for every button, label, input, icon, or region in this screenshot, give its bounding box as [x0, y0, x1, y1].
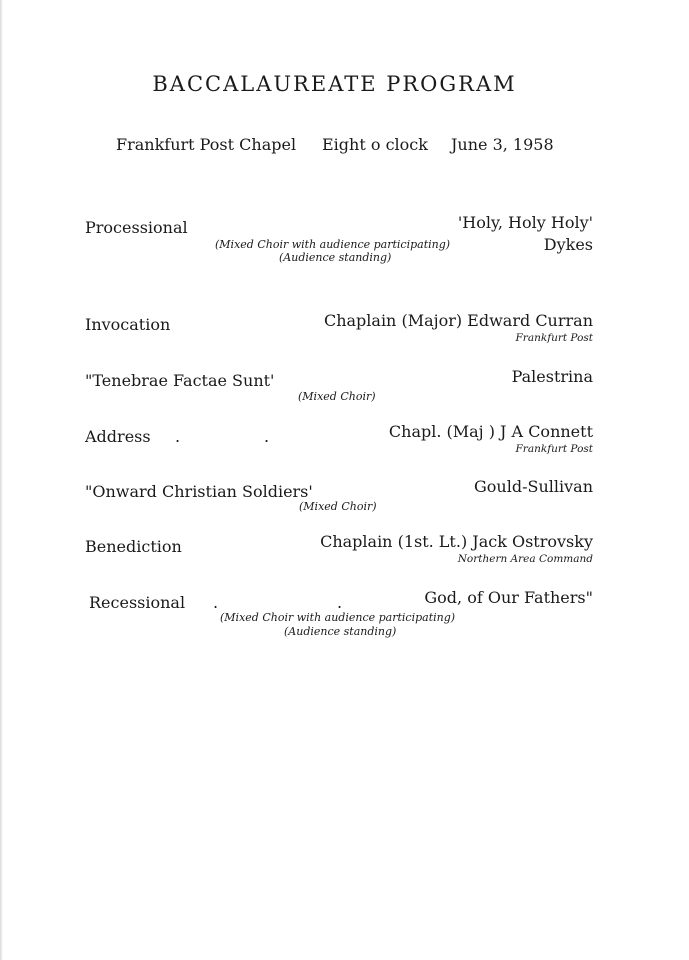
recessional-label: Recessional	[89, 593, 186, 612]
address-label: Address	[85, 427, 151, 446]
tenebrae-note: (Mixed Choir)	[298, 390, 376, 403]
time-text: Eight o clock	[322, 135, 428, 154]
page-title: BACCALAUREATE PROGRAM	[152, 72, 517, 96]
invocation-affiliation: Frankfurt Post	[515, 332, 593, 344]
date-text: June 3, 1958	[451, 135, 554, 154]
processional-title: 'Holy, Holy Holy'	[457, 213, 593, 232]
benediction-label: Benediction	[85, 537, 182, 556]
recessional-note-standing: (Audience standing)	[284, 625, 397, 638]
processional-note-choir: (Mixed Choir with audience participating)	[215, 238, 451, 251]
page-edge-shadow	[0, 0, 3, 960]
invocation-label: Invocation	[85, 315, 171, 334]
invocation-speaker: Chaplain (Major) Edward Curran	[323, 311, 593, 330]
onward-note: (Mixed Choir)	[299, 500, 377, 513]
address-affiliation: Frankfurt Post	[515, 443, 593, 455]
address-dot: .	[175, 427, 181, 446]
address-speaker: Chapl. (Maj ) J A Connett	[388, 422, 593, 441]
address-dot: .	[264, 427, 270, 446]
recessional-note-choir: (Mixed Choir with audience participating)	[220, 611, 456, 624]
tenebrae-composer: Palestrina	[511, 367, 593, 386]
benediction-affiliation: Northern Area Command	[457, 553, 593, 565]
tenebrae-label: "Tenebrae Factae Sunt'	[85, 371, 275, 390]
recessional-dot: .	[337, 593, 343, 612]
processional-label: Processional	[85, 218, 188, 237]
processional-composer: Dykes	[543, 235, 593, 254]
benediction-speaker: Chaplain (1st. Lt.) Jack Ostrovsky	[320, 532, 593, 551]
location-text: Frankfurt Post Chapel	[116, 135, 297, 154]
onward-label: "Onward Christian Soldiers'	[85, 482, 313, 501]
recessional-title: God, of Our Fathers"	[424, 588, 593, 607]
recessional-dot: .	[213, 593, 219, 612]
processional-note-standing: (Audience standing)	[279, 251, 392, 264]
onward-composer: Gould-Sullivan	[474, 477, 593, 496]
